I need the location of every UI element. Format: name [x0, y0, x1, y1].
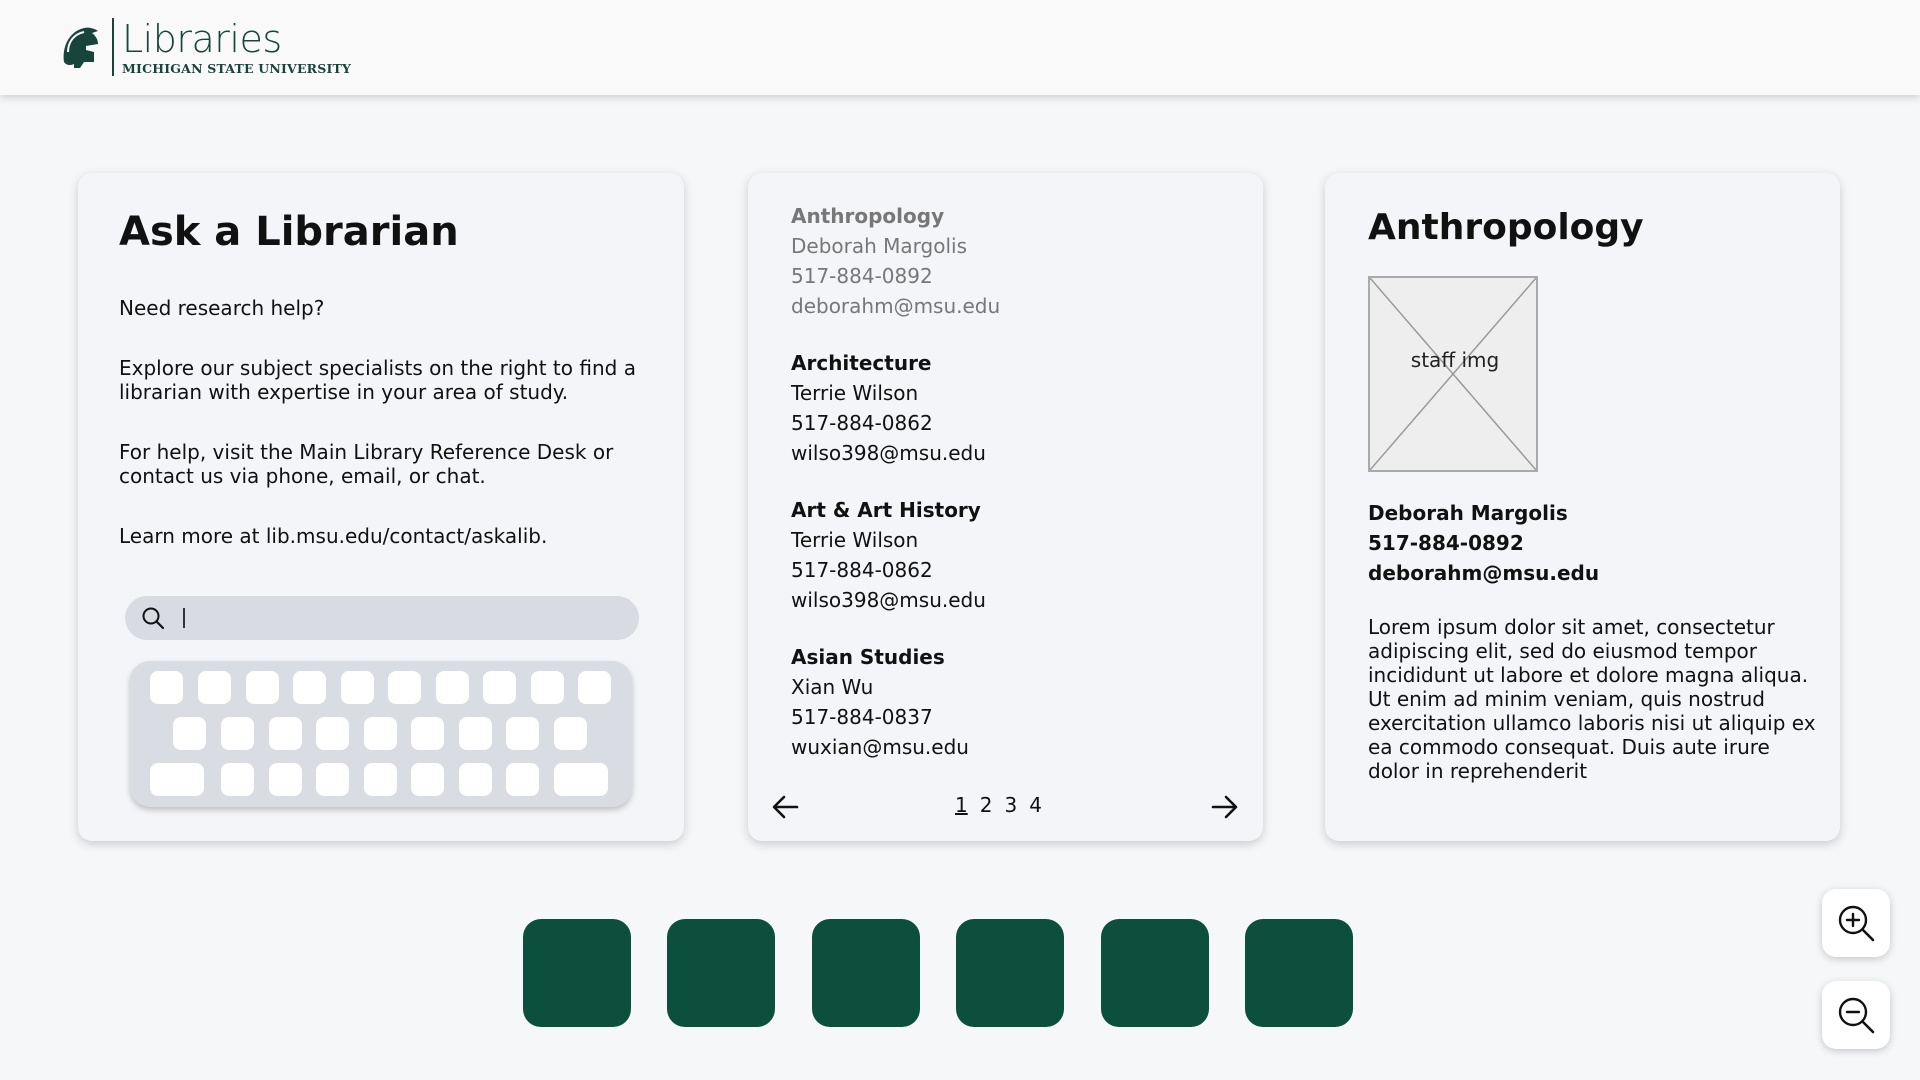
list-item-email: deborahm@msu.edu [791, 294, 1001, 318]
keyboard-key[interactable] [411, 717, 444, 750]
keyboard-key[interactable] [173, 717, 206, 750]
page-2-link[interactable]: 2 [979, 793, 993, 817]
keyboard-key[interactable] [483, 671, 516, 704]
search-icon [141, 606, 165, 630]
page-3-link[interactable]: 3 [1004, 793, 1018, 817]
text-caret [183, 608, 185, 628]
ask-explore-text: Explore our subject specialists on the right to find a librarian with expertise in your area of study. [119, 356, 636, 404]
subject-detail-card [1325, 173, 1840, 841]
zoom-out-button[interactable] [1822, 981, 1890, 1049]
app-tile-3[interactable] [812, 919, 920, 1027]
keyboard-key[interactable] [316, 717, 349, 750]
list-item-subject: Architecture [791, 351, 932, 375]
keyboard-key[interactable] [459, 763, 492, 796]
zoom-out-icon [1836, 995, 1876, 1035]
list-item-phone: 517-884-0892 [791, 264, 933, 288]
keyboard-key[interactable] [269, 763, 302, 796]
app-tile-5[interactable] [1101, 919, 1209, 1027]
app-tile-1[interactable] [523, 919, 631, 1027]
pagination [955, 793, 1042, 817]
staff-image-placeholder [1368, 276, 1538, 472]
keyboard-key[interactable] [221, 717, 254, 750]
list-item-subject: Anthropology [791, 204, 945, 228]
keyboard-key[interactable] [269, 717, 302, 750]
keyboard-key[interactable] [364, 763, 397, 796]
list-item-name: Terrie Wilson [791, 528, 919, 552]
arrow-right-icon[interactable] [1208, 791, 1240, 823]
keyboard-backspace-key[interactable] [554, 763, 608, 796]
keyboard-key[interactable] [364, 717, 397, 750]
keyboard-key[interactable] [198, 671, 231, 704]
keyboard-key[interactable] [506, 763, 539, 796]
app-tile-4[interactable] [956, 919, 1064, 1027]
list-item-asian-studies[interactable] [791, 642, 969, 762]
ask-help-text: For help, visit the Main Library Reference Desk or contact us via phone, email, or chat. [119, 440, 614, 488]
on-screen-keyboard [130, 661, 632, 807]
keyboard-key[interactable] [411, 763, 444, 796]
page-1-link[interactable]: 1 [955, 793, 968, 817]
list-item-name: Terrie Wilson [791, 381, 919, 405]
list-item-anthropology[interactable] [791, 201, 1000, 321]
zoom-in-icon [1836, 903, 1876, 943]
keyboard-key[interactable] [459, 717, 492, 750]
page-4-link[interactable]: 4 [1029, 793, 1042, 817]
logo-divider [112, 18, 114, 76]
detail-name: Deborah Margolis [1368, 501, 1568, 525]
list-item-subject: Art & Art History [791, 498, 981, 522]
list-item-name: Xian Wu [791, 675, 874, 699]
list-item-phone: 517-884-0862 [791, 411, 933, 435]
keyboard-key[interactable] [506, 717, 539, 750]
app-tile-6[interactable] [1245, 919, 1353, 1027]
arrow-left-icon[interactable] [770, 791, 802, 823]
keyboard-key[interactable] [341, 671, 374, 704]
spartan-helmet-icon [58, 22, 102, 72]
list-item-email: wuxian@msu.edu [791, 735, 969, 759]
libraries-logo[interactable] [58, 18, 351, 76]
list-item-architecture[interactable] [791, 348, 986, 468]
ask-learn-more-text: Learn more at lib.msu.edu/contact/askalib. [119, 524, 548, 548]
list-item-email: wilso398@msu.edu [791, 588, 986, 612]
keyboard-key[interactable] [246, 671, 279, 704]
list-item-name: Deborah Margolis [791, 234, 967, 258]
detail-email[interactable]: deborahm@msu.edu [1368, 561, 1600, 585]
keyboard-key[interactable] [388, 671, 421, 704]
detail-phone[interactable]: 517-884-0892 [1368, 531, 1524, 555]
ask-title: Ask a Librarian [119, 209, 459, 255]
ask-intro-text: Need research help? [119, 296, 325, 320]
keyboard-key[interactable] [316, 763, 349, 796]
list-item-subject: Asian Studies [791, 645, 945, 669]
keyboard-key[interactable] [293, 671, 326, 704]
detail-title: Anthropology [1368, 207, 1644, 248]
keyboard-key[interactable] [150, 671, 183, 704]
logo-title: Libraries [122, 16, 282, 61]
keyboard-key[interactable] [578, 671, 611, 704]
keyboard-shift-key[interactable] [150, 763, 204, 796]
keyboard-key[interactable] [531, 671, 564, 704]
staff-image-label: staff img [1410, 348, 1500, 372]
app-tile-2[interactable] [667, 919, 775, 1027]
logo-subtitle: MICHIGAN STATE UNIVERSITY [122, 60, 352, 76]
list-item-art-history[interactable] [791, 495, 986, 615]
list-item-phone: 517-884-0837 [791, 705, 933, 729]
keyboard-key[interactable] [554, 717, 587, 750]
keyboard-key[interactable] [221, 763, 254, 796]
detail-bio: Lorem ipsum dolor sit amet, consectetur adipiscing elit, sed do eiusmod tempor incididunt ut labore et dolore magna aliqua. Ut enim ad minim veniam, quis nostrud exercitation ullamco laboris nisi ut aliquip ex ea commodo consequat. Duis aute irure dolor in reprehenderit [1368, 615, 1816, 783]
ask-librarian-card [78, 173, 684, 841]
subject-list-card [748, 173, 1263, 841]
top-header [0, 0, 1920, 95]
placeholder-cross-icon [1370, 278, 1536, 470]
keyboard-key[interactable] [436, 671, 469, 704]
zoom-in-button[interactable] [1822, 889, 1890, 957]
list-item-email: wilso398@msu.edu [791, 441, 986, 465]
search-input[interactable] [125, 596, 639, 640]
list-item-phone: 517-884-0862 [791, 558, 933, 582]
